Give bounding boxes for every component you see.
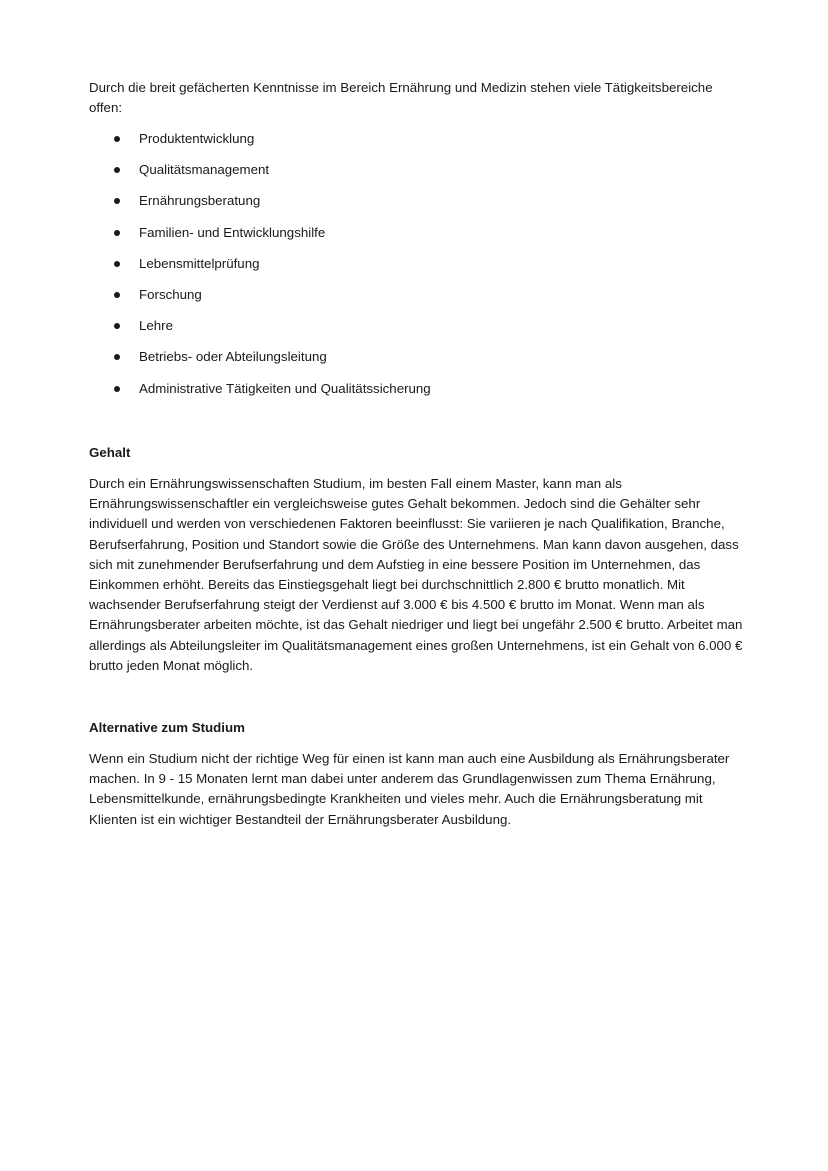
bullet-icon [114, 198, 120, 204]
list-item [89, 254, 729, 285]
list-item-label: Administrative Tätigkeiten und Qualitätssicherung [139, 380, 431, 396]
bullet-icon [114, 354, 120, 360]
bullet-icon [114, 230, 120, 236]
list-item [89, 129, 729, 160]
list-item-label: Qualitätsmanagement [139, 162, 270, 178]
bullet-icon [114, 386, 120, 392]
list-item-label: Produktentwicklung [139, 131, 255, 146]
list-item [89, 223, 729, 254]
list-item-label: Lebensmittelprüfung [139, 255, 260, 271]
gehalt-paragraph: Durch ein Ernährungswissenschaften Studium, im besten Fall einem Master, kann man als Ernährungswissenschaftler ein vergleichsweise gutes Gehalt bekommen. Jedoch sind die Gehälter sehr individuell und werden von verschiedenen Faktoren beeinflusst: Sie variieren je nach Qualifikation, Branche, Berufserfahrung, Position und Standort sowie die Größe des Unternehmens. Man kann davon ausgehen, dass sich mit zunehmender Berufserfahrung und dem Aufstieg in eine bessere Position im Unternehmen, das Einkommen erhöht. Bereits das Einstiegsgehalt liegt bei durchschnittlich 2.800 € brutto monatlich. Mit wachsender Berufserfahrung steigt der Verdienst auf 3.000 € bis 4.500 € brutto im Monat. Wenn man als Ernährungsberater arbeiten möchte, ist das Gehalt niedriger und liegt bei ungefähr 2.500 € brutto. Arbeitet man allerdings als Abteilungsleiter im Qualitätsmanagement eines großen Unternehmens, ist ein Gehalt von 6.000 € brutto jeden Monat möglich. [89, 476, 743, 673]
bullet-icon [114, 167, 120, 173]
alternative-heading: Alternative zum Studium [89, 720, 245, 735]
list-item [89, 347, 729, 378]
bullet-icon [114, 261, 120, 267]
list-item-label: Forschung [139, 286, 202, 302]
list-item-label: Lehre [139, 318, 174, 334]
intro-paragraph: Durch die breit gefächerten Kenntnisse im Bereich Ernährung und Medizin stehen viele Tätigkeitsbereiche offen: [89, 80, 713, 116]
bullet-icon [114, 136, 120, 142]
gehalt-heading: Gehalt [89, 445, 131, 460]
list-item [89, 316, 729, 347]
bullet-icon [114, 323, 120, 329]
career-list [89, 129, 729, 410]
list-item [89, 379, 729, 410]
list-item-label: Familien- und Entwicklungshilfe [139, 224, 326, 240]
alternative-paragraph: Wenn ein Studium nicht der richtige Weg für einen ist kann man auch eine Ausbildung als Ernährungsberater machen. In 9 - 15 Monaten lernt man dabei unter anderem das Grundlagenwissen zum Thema Ernährung, Lebensmittelkunde, ernährungsbedingte Krankheiten und vieles mehr. Auch die Ernährungsberatung mit Klienten ist ein wichtiger Bestandteil der Ernährungsberater Ausbildung. [89, 751, 730, 827]
list-item [89, 160, 729, 191]
list-item-label: Betriebs- oder Abteilungsleitung [139, 349, 327, 365]
bullet-icon [114, 292, 120, 298]
list-item [89, 191, 729, 222]
list-item-label: Ernährungsberatung [139, 193, 261, 209]
list-item [89, 285, 729, 316]
